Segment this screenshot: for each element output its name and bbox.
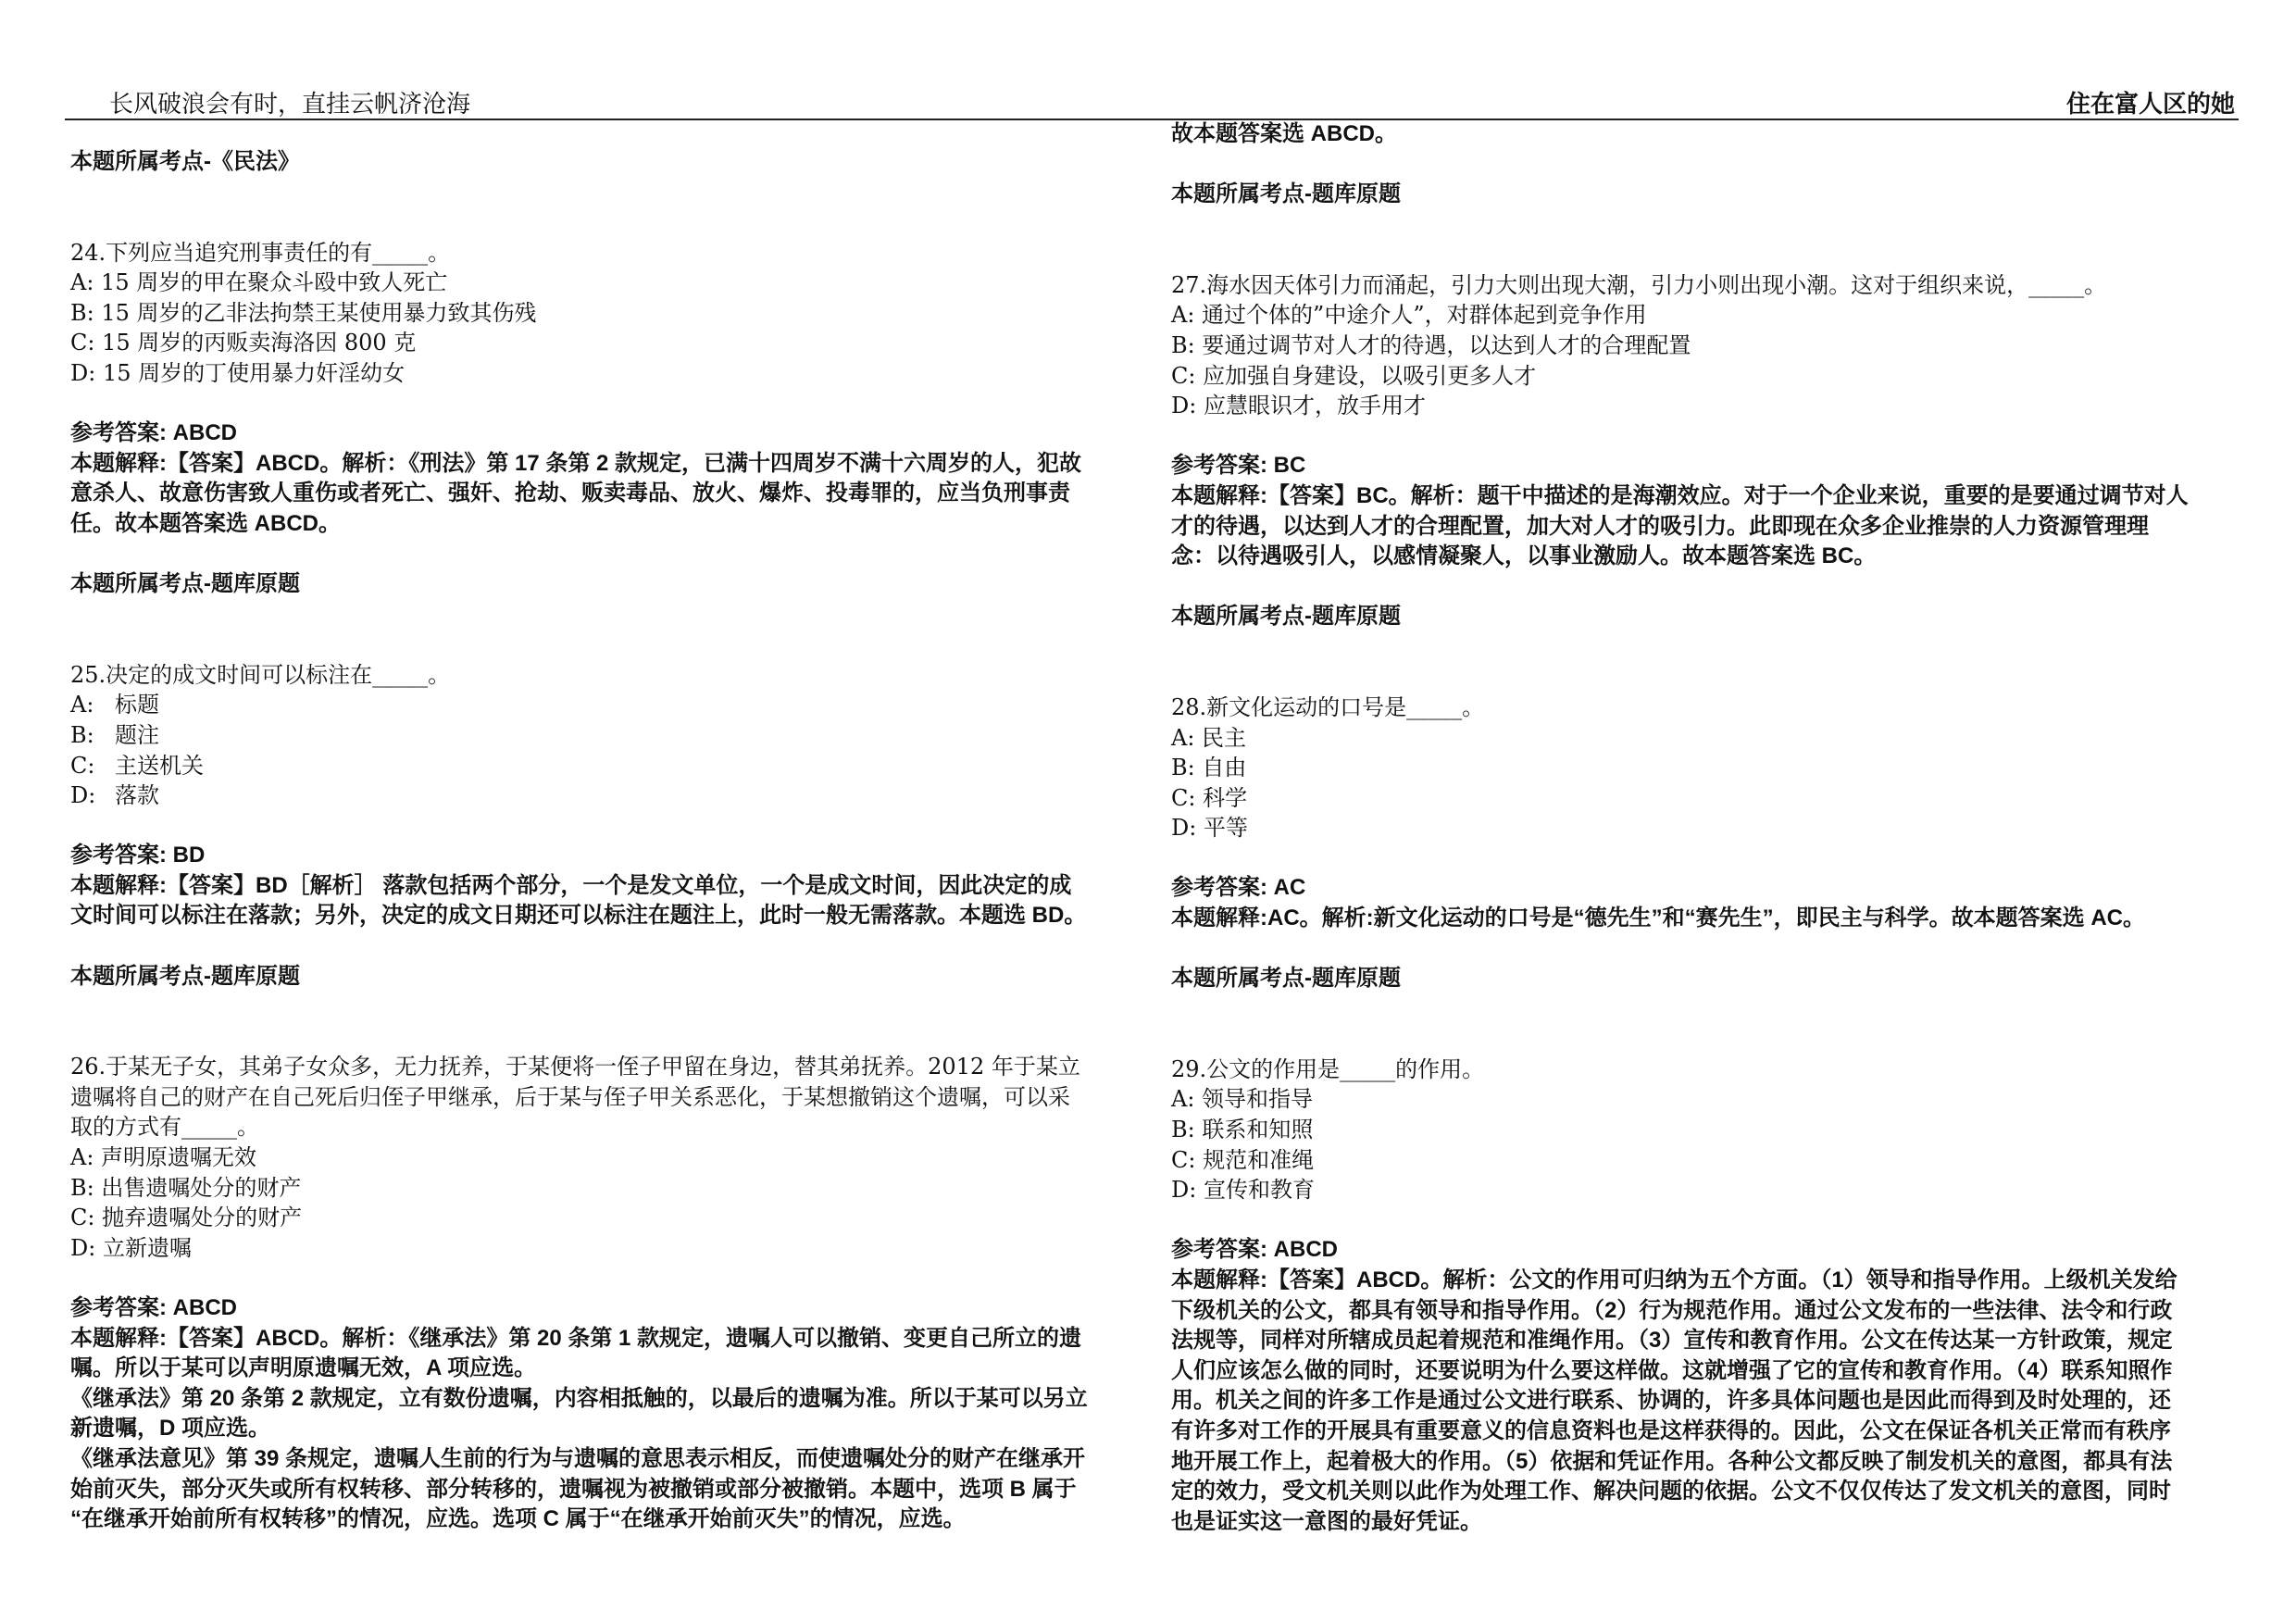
- explanation-line: 本题解释:AC。解析:新文化运动的口号是“德先生”和“赛先生”，即民主与科学。故本题答案选 AC。: [1171, 905, 2145, 931]
- question-28: [1171, 693, 2236, 994]
- question-stem: 27.海水因天体引力而涌起，引力大则出现大潮，引力小则出现小潮。这对于组织来说，_____。: [1171, 271, 2107, 298]
- answer-label: 参考答案: ABCD: [1171, 1237, 1338, 1263]
- explanation-line: 新遗嘱，D 项应选。: [70, 1416, 270, 1442]
- explanation-line: 念：以待遇吸引人，以感情凝聚人，以事业激励人。故本题答案选 BC。: [1171, 543, 1877, 569]
- option-label: B:: [70, 721, 94, 748]
- left-column: [70, 147, 1144, 1535]
- question-option: A: 声明原遗嘱无效: [70, 1144, 257, 1171]
- question-option: [70, 690, 1144, 720]
- question-option: B: 出售遗嘱处分的财产: [70, 1174, 302, 1201]
- question-option: B: 自由: [1171, 755, 1247, 781]
- question-29: [1171, 1055, 2236, 1538]
- kaodian-label: 本题所属考点-《民法》: [70, 149, 300, 174]
- option-text: 落款: [115, 782, 159, 809]
- question-option: C: 15 周岁的丙贩卖海洛因 800 克: [70, 330, 417, 356]
- question-stem: 29.公文的作用是_____的作用。: [1171, 1055, 1485, 1082]
- question-option: [70, 751, 1144, 781]
- explanation-line: 人们应该怎么做的同时，还要说明为什么要这样做。这就增强了它的宣传和教育作用。（4）联系知照作: [1171, 1357, 2173, 1383]
- question-option: C: 抛弃遗嘱处分的财产: [70, 1205, 303, 1231]
- question-option: C: 科学: [1171, 784, 1248, 811]
- explanation-line: 始前灭失，部分灭失或所有权转移、部分转移的，遗嘱视为被撤销或部分被撤销。本题中，选项 B 属于: [70, 1476, 1077, 1502]
- kaodian-label: 本题所属考点-题库原题: [70, 571, 300, 597]
- question-26: [70, 1052, 1144, 1535]
- question-option: [70, 720, 1144, 751]
- option-text: 主送机关: [115, 752, 204, 779]
- question-option: A: 通过个体的”中途介人”，对群体起到竞争作用: [1171, 302, 1647, 329]
- question-option: A: 15 周岁的甲在聚众斗殴中致人死亡: [70, 269, 448, 296]
- question-stem: 遗嘱将自己的财产在自己死后归侄子甲继承，后于某与侄子甲关系恶化，于某想撤销这个遗嘱，可以采: [70, 1083, 1070, 1110]
- question-option: B: 要通过调节对人才的待遇，以达到人才的合理配置: [1171, 331, 1691, 358]
- explanation-line: 定的效力，受文机关则以此作为处理工作、解决问题的依据。公文不仅仅传达了发文机关的意图，同时: [1171, 1479, 2171, 1504]
- kaodian-label: 本题所属考点-题库原题: [1171, 604, 1401, 630]
- question-option: A: 领导和指导: [1171, 1086, 1314, 1113]
- answer-label: 参考答案: ABCD: [70, 1295, 237, 1320]
- question-option: A: 民主: [1171, 724, 1247, 751]
- explanation-line: 任。故本题答案选 ABCD。: [70, 510, 341, 536]
- question-stem: 28.新文化运动的口号是_____。: [1171, 693, 1485, 720]
- explanation-line: 嘱。所以于某可以声明原遗嘱无效，A 项应选。: [70, 1355, 537, 1381]
- kaodian-label: 本题所属考点-题库原题: [1171, 181, 1401, 207]
- page-header: [0, 0, 2296, 120]
- option-label: A:: [70, 692, 94, 718]
- question-option: D: 立新遗嘱: [70, 1234, 192, 1261]
- kaodian-label: 本题所属考点-题库原题: [1171, 966, 1401, 992]
- explanation-line: 文时间可以标注在落款；另外，决定的成文日期还可以标注在题注上，此时一般无需落款。本题选 BD。: [70, 903, 1087, 929]
- explanation-line: 才的待遇，以达到人才的合理配置，加大对人才的吸引力。此即现在众多企业推崇的人力资源管理理: [1171, 513, 2149, 539]
- question-option: D: 15 周岁的丁使用暴力奸淫幼女: [70, 359, 406, 386]
- option-text: 题注: [115, 721, 159, 748]
- explanation-line: 意杀人、故意伤害致人重伤或者死亡、强奸、抢劫、贩卖毒品、放火、爆炸、投毒罪的，应当负刑事责: [70, 481, 1070, 506]
- right-column: [1171, 119, 2236, 1537]
- explanation-line: 本题解释:【答案】BC。解析：题干中描述的是海潮效应。对于一个企业来说，重要的是要通过调节对人: [1171, 482, 2189, 508]
- explanation-line: 地开展工作上，起着极大的作用。（5）依据和凭证作用。各种公文都反映了制发机关的意图，都具有法: [1171, 1448, 2173, 1474]
- explanation-line: 本题解释:【答案】BD［解析］ 落款包括两个部分，一个是发文单位，一个是成文时间，因此决定的成: [70, 872, 1072, 898]
- answer-label: 参考答案: BC: [1171, 453, 1306, 479]
- question-24: [70, 238, 1144, 600]
- question-option: D: 应慧眼识才，放手用才: [1171, 393, 1426, 419]
- explanation-line: “在继承开始前所有权转移”的情况，应选。选项 C 属于“在继承开始前灭失”的情况，应选。: [70, 1506, 966, 1532]
- option-label: C:: [70, 752, 95, 779]
- kaodian-label: 本题所属考点-题库原题: [70, 963, 300, 989]
- question-27: [1171, 270, 2236, 632]
- option-label: D:: [70, 782, 96, 809]
- header-right-text: 住在富人区的她: [2065, 91, 2235, 119]
- question-option: C: 规范和准绳: [1171, 1146, 1315, 1173]
- explanation-line: 用。机关之间的许多工作是通过公文进行联系、协调的，许多具体问题也是因此而得到及时处理的，还: [1171, 1388, 2171, 1414]
- question-stem: 24.下列应当追究刑事责任的有_____。: [70, 239, 451, 266]
- answer-label: 参考答案: ABCD: [70, 420, 237, 446]
- answer-label: 参考答案: BD: [70, 843, 206, 868]
- explanation-line: 《继承法》第 20 条第 2 款规定，立有数份遗嘱，内容相抵触的，以最后的遗嘱为准。所以于某可以另立: [70, 1385, 1088, 1411]
- explanation-line: 本题解释:【答案】ABCD。解析：公文的作用可归纳为五个方面。（1）领导和指导作用。上级机关发给: [1171, 1267, 2177, 1292]
- question-option: C: 应加强自身建设，以吸引更多人才: [1171, 362, 1537, 389]
- explanation-line: 本题解释:【答案】ABCD。解析：《继承法》第 20 条第 1 款规定，遗嘱人可以撤销、变更自己所立的遗: [70, 1325, 1082, 1351]
- question-stem: 取的方式有_____。: [70, 1114, 259, 1141]
- explanation-line: 有许多对工作的开展具有重要意义的信息资料也是这样获得的。因此，公文在保证各机关正常而有秩序: [1171, 1417, 2171, 1443]
- explanation-line: 也是证实这一意图的最好凭证。: [1171, 1508, 1482, 1534]
- question-stem: 25.决定的成文时间可以标注在_____。: [70, 661, 451, 688]
- question-option: D: 平等: [1171, 815, 1248, 842]
- question-option: D: 宣传和教育: [1171, 1177, 1315, 1204]
- header-left-text: 长风破浪会有时，直挂云帆济沧海: [109, 91, 471, 119]
- explanation-line: 下级机关的公文，都具有领导和指导作用。（2）行为规范作用。通过公文发布的一些法律、法令和行政: [1171, 1297, 2173, 1323]
- question-option: B: 联系和知照: [1171, 1117, 1314, 1143]
- answer-summary: 故本题答案选 ABCD。: [1171, 121, 1397, 146]
- question-stem: 26.于某无子女，其弟子女众多，无力抚养，于某便将一侄子甲留在身边，替其弟抚养。2012 年于某立: [70, 1054, 1080, 1080]
- question-option: [70, 780, 1144, 811]
- question-option: B: 15 周岁的乙非法拘禁王某使用暴力致其伤残: [70, 299, 537, 326]
- option-text: 标题: [115, 692, 159, 718]
- explanation-line: 《继承法意见》第 39 条规定，遗嘱人生前的行为与遗嘱的意思表示相反，而使遗嘱处分的财产在继承开: [70, 1445, 1086, 1471]
- explanation-line: 本题解释:【答案】ABCD。解析：《刑法》第 17 条第 2 款规定，已满十四周岁不满十六周岁的人，犯故: [70, 450, 1082, 476]
- question-25: [70, 660, 1144, 993]
- explanation-line: 法规等，同样对所辖成员起着规范和准绳作用。（3）宣传和教育作用。公文在传达某一方针政策，规定: [1171, 1328, 2173, 1354]
- answer-label: 参考答案: AC: [1171, 875, 1306, 901]
